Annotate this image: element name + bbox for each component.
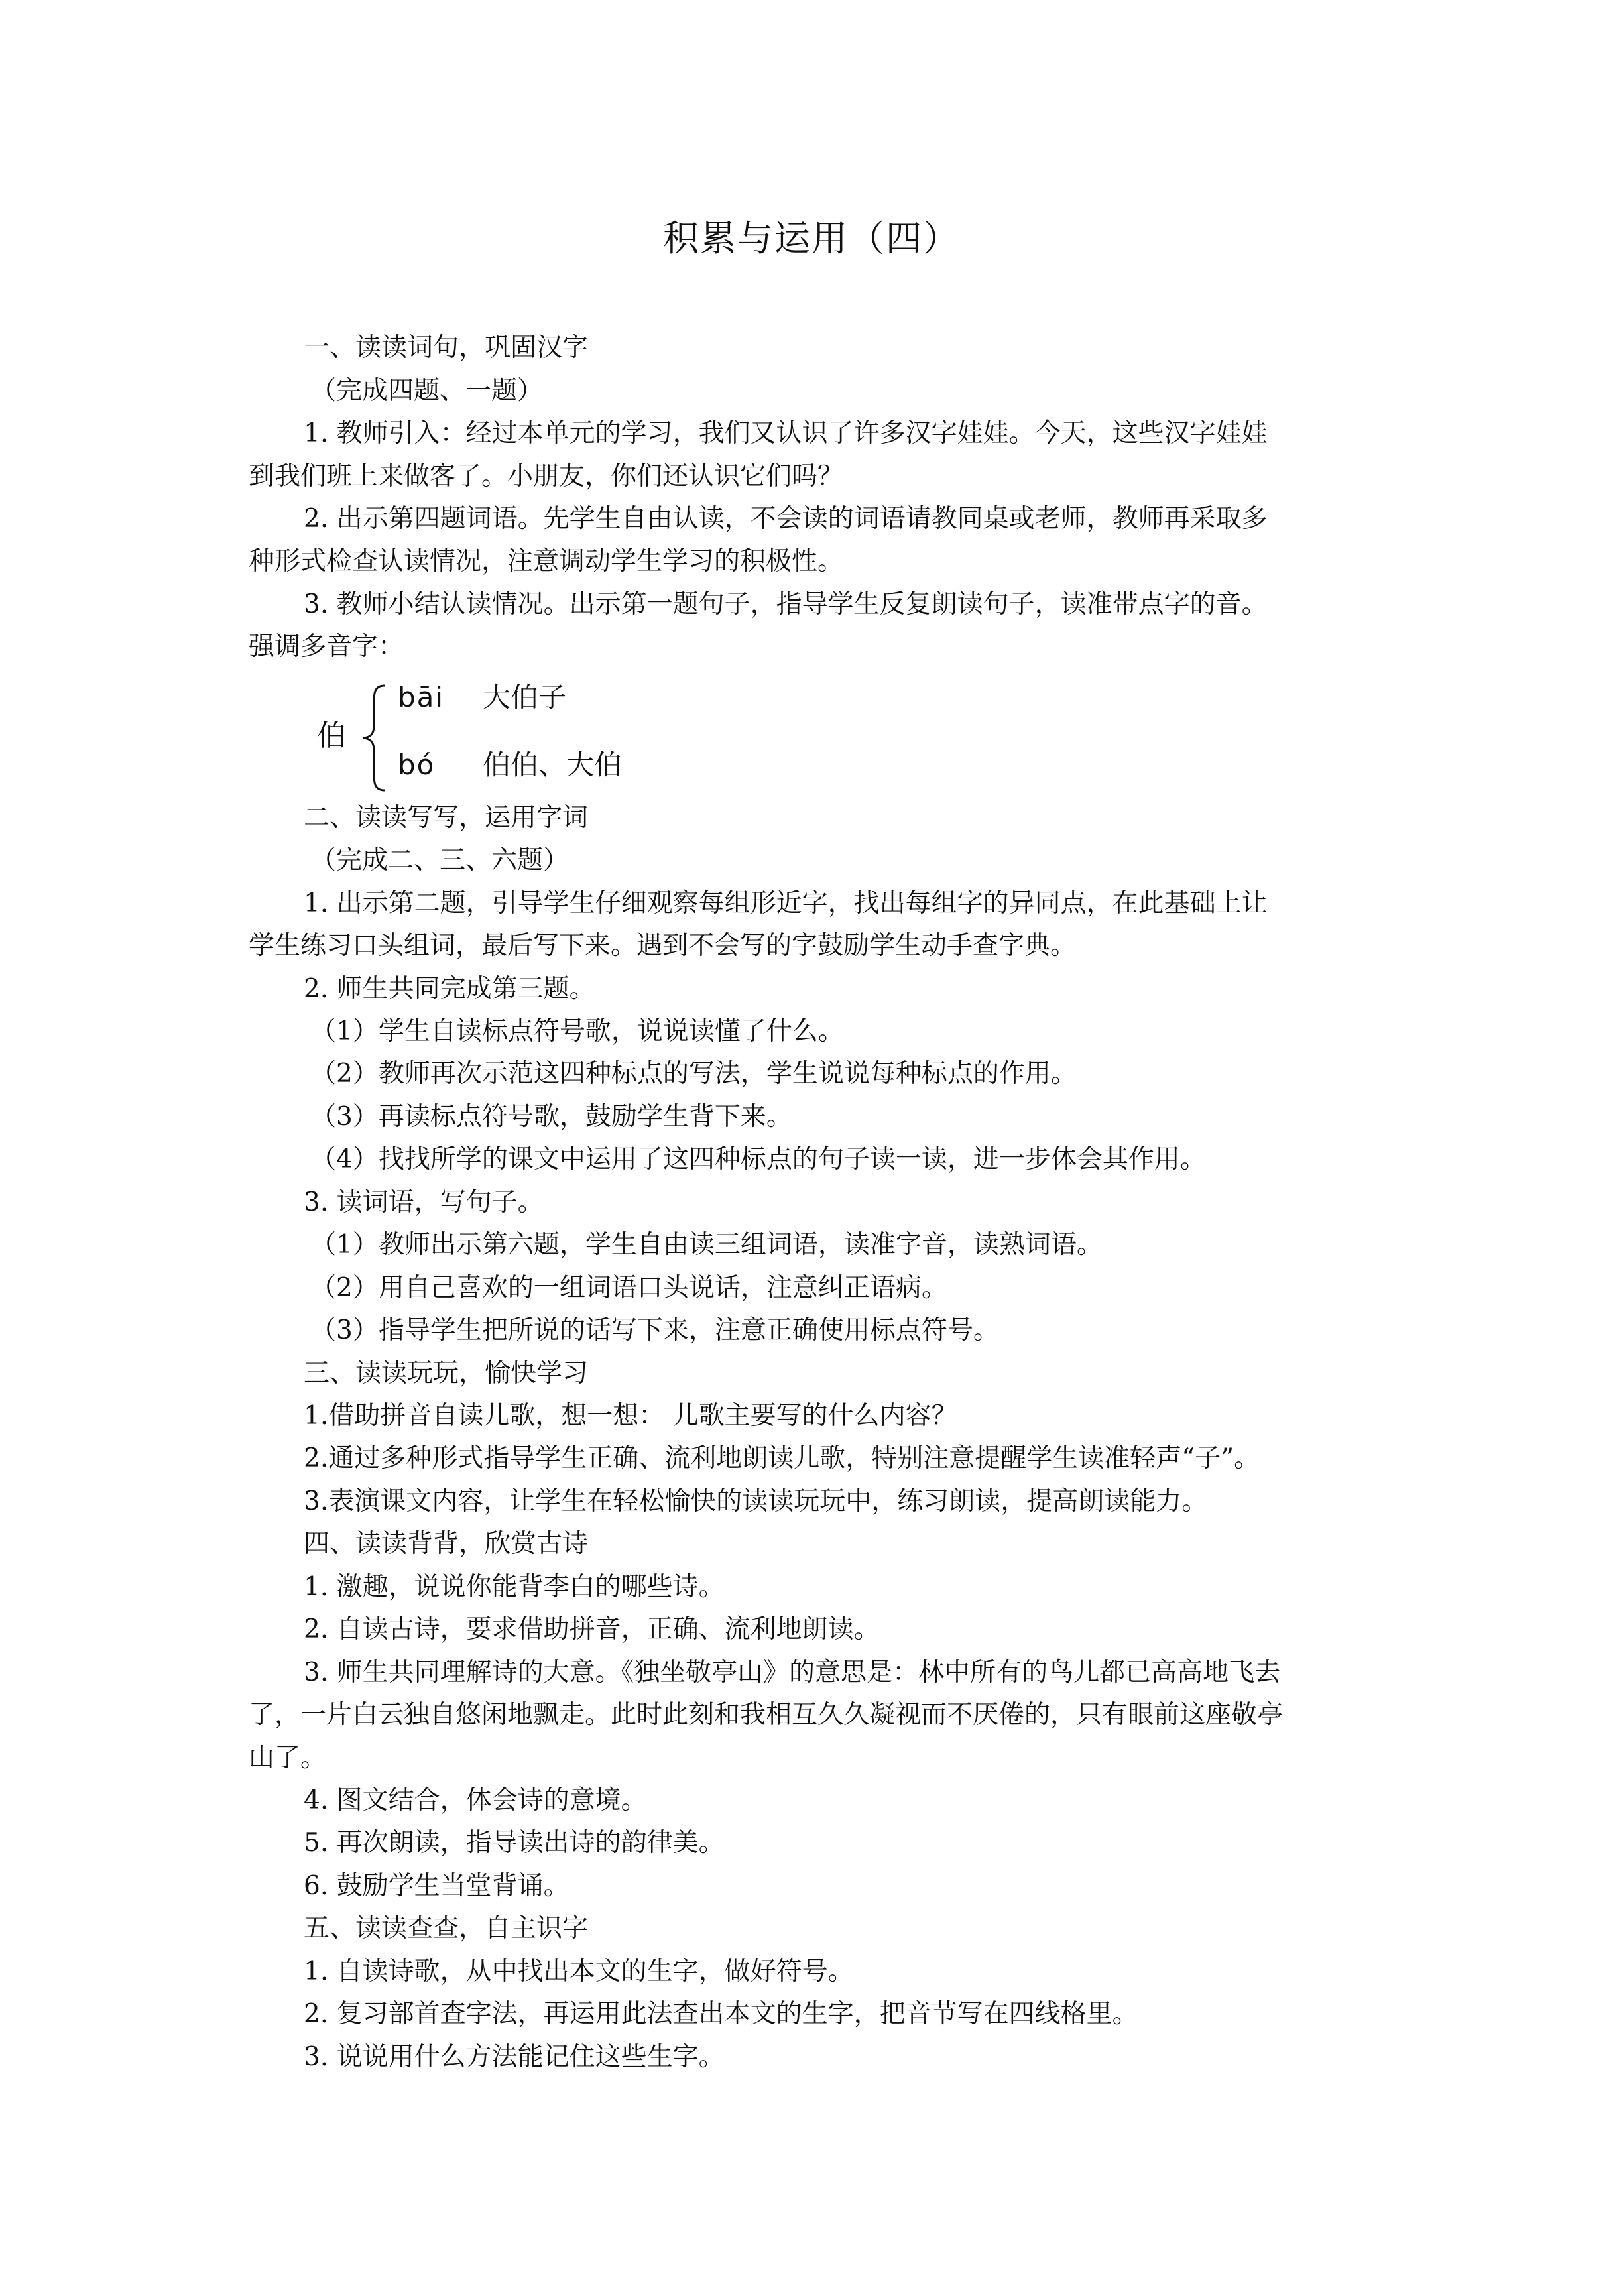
pinyin: bó (398, 749, 436, 781)
paragraph: 1.借助拼音自读儿歌，想一想： 儿歌主要写的什么内容？ (304, 1401, 957, 1431)
paragraph: 5. 再次朗读，指导读出诗的韵律美。 (304, 1828, 725, 1858)
section-1-heading: 一、读读词句，巩固汉字 (304, 333, 589, 363)
paragraph: 强调多音字： (249, 632, 404, 662)
paragraph: 1. 激趣，说说你能背李白的哪些诗。 (304, 1572, 725, 1602)
paragraph: 山了。 (249, 1743, 327, 1773)
list-item: （3）再读标点符号歌，鼓励学生背下来。 (310, 1102, 792, 1132)
section-2-note: （完成二、三、六题） (310, 845, 570, 875)
paragraph: 3. 师生共同理解诗的大意。《独坐敬亭山》的意思是：林中所有的鸟儿都已高高地飞去 (304, 1658, 1281, 1687)
list-item: （3）指导学生把所说的话写下来，注意正确使用标点符号。 (310, 1315, 999, 1345)
list-item: （1）学生自读标点符号歌，说说读懂了什么。 (310, 1016, 844, 1046)
reading-row (398, 678, 566, 717)
paragraph: 学生练习口头组词，最后写下来。遇到不会写的字鼓励学生动手查字典。 (249, 931, 1077, 961)
paragraph: 3. 读词语，写句子。 (304, 1187, 544, 1217)
section-2-heading: 二、读读写写，运用字词 (304, 803, 589, 833)
section-4-heading: 四、读读背背，欣赏古诗 (304, 1529, 589, 1559)
section-1-note: （完成四题、一题） (310, 376, 544, 406)
paragraph: 2. 复习部首查字法，再运用此法查出本文的生字，把音节写在四线格里。 (304, 1999, 1138, 2029)
section-5-heading: 五、读读查查，自主识字 (304, 1913, 589, 1943)
paragraph: 了，一片白云独自悠闲地飘走。此时此刻和我相互久久凝视而不厌倦的，只有眼前这座敬亭 (249, 1700, 1284, 1730)
polyphone-box (317, 676, 914, 796)
reading-row (398, 745, 622, 785)
list-item: （1）教师出示第六题，学生自由读三组词语，读准字音，读熟词语。 (310, 1230, 1103, 1260)
paragraph: 2. 出示第四题词语。先学生自由认读，不会读的词语请教同桌或老师，教师再采取多 (304, 504, 1268, 534)
page-title: 积累与运用（四） (663, 217, 960, 259)
paragraph: 1. 教师引入：经过本单元的学习，我们又认识了许多汉字娃娃。今天，这些汉字娃娃 (304, 418, 1268, 448)
list-item: （4）找找所学的课文中运用了这四种标点的句子读一读，进一步体会其作用。 (310, 1144, 1206, 1174)
paragraph: 2. 自读古诗，要求借助拼音，正确、流利地朗读。 (304, 1614, 880, 1644)
paragraph: 4. 图文结合，体会诗的意境。 (304, 1785, 647, 1815)
paragraph: 1. 自读诗歌，从中找出本文的生字，做好符号。 (304, 1957, 854, 1986)
list-item: （2）用自己喜欢的一组词语口头说话，注意纠正语病。 (310, 1273, 947, 1303)
paragraph: 6. 鼓励学生当堂背诵。 (304, 1871, 570, 1901)
curly-brace-icon (358, 682, 391, 794)
paragraph: 种形式检查认读情况，注意调动学生学习的积极性。 (249, 546, 844, 576)
paragraph: 1. 出示第二题，引导学生仔细观察每组形近字，找出每组字的异同点，在此基础上让 (304, 888, 1268, 918)
paragraph: 2.通过多种形式指导学生正确、流利地朗读儿歌，特别注意提醒学生读准轻声“子”。 (304, 1443, 1260, 1473)
example-words: 伯伯、大伯 (483, 749, 623, 781)
example-words: 大伯子 (483, 681, 567, 713)
paragraph: 3. 说说用什么方法能记住这些生字。 (304, 2042, 725, 2072)
list-item: （2）教师再次示范这四种标点的写法，学生说说每种标点的作用。 (310, 1059, 1077, 1089)
paragraph: 到我们班上来做客了。小朋友，你们还认识它们吗？ (249, 461, 844, 491)
pinyin: bāi (398, 681, 445, 713)
paragraph: 2. 师生共同完成第三题。 (304, 974, 595, 1004)
section-3-heading: 三、读读玩玩，愉快学习 (304, 1359, 589, 1388)
polyphone-char: 伯 (317, 719, 346, 753)
paragraph: 3. 教师小结认读情况。出示第一题句子，指导学生反复朗读句子，读准带点字的音。 (304, 589, 1268, 619)
paragraph: 3.表演课文内容，让学生在轻松愉快的读读玩玩中，练习朗读，提高朗读能力。 (304, 1486, 1208, 1516)
